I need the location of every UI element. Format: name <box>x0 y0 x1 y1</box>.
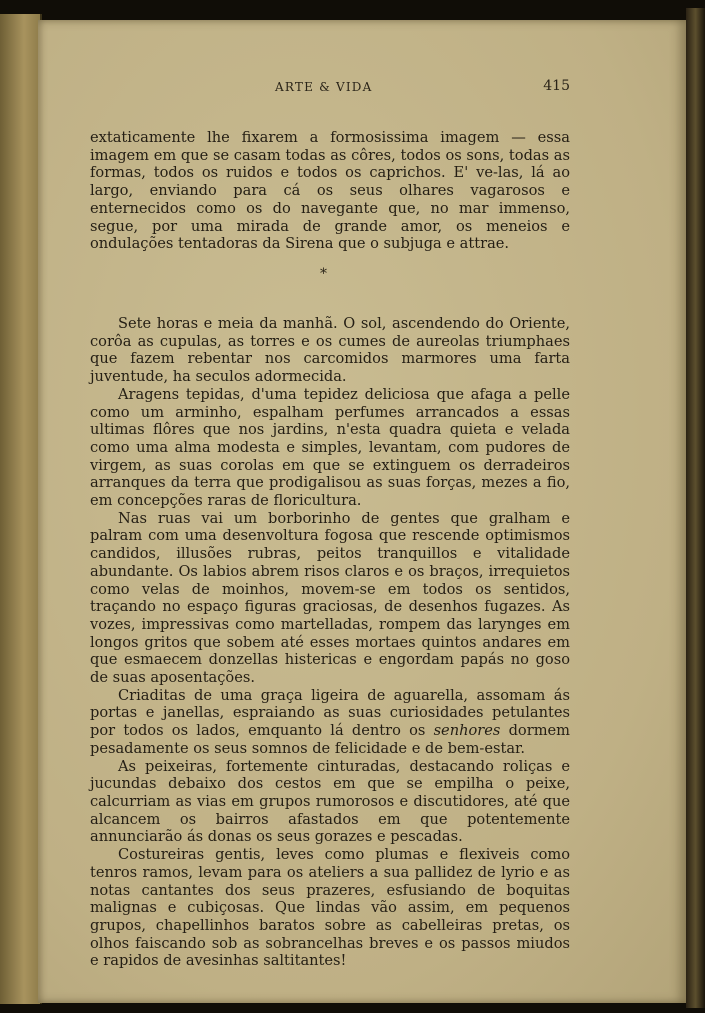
paragraph-4-start: Criaditas de uma graça ligeira de aguarella, assomam ás portas e janellas, espraiando as suas curiosidades petulantes por todos os lados, emquanto lá dentro os <box>90 686 570 740</box>
running-header <box>90 80 570 100</box>
scan-right-edge <box>686 8 705 1008</box>
paragraph-4 <box>90 687 570 758</box>
paragraph-continuation: extaticamente lhe fixarem a formosissima imagem — essa imagem em que se casam todas as côres, todos os sons, todas as formas, todos os ruidos e todos os caprichos. E' ve-las, lá ao largo, enviando para cá os seus olhares vagarosos e enternecidos como os do navegante que, no mar immenso, segue, por uma mirada de grande amor, os meneios e ondulações tentadoras da Sirena que o subjuga e attrae. <box>90 129 570 253</box>
running-title: ARTE & VIDA <box>275 80 373 94</box>
text-block-top <box>90 129 570 253</box>
paragraph-4-emphasis: senhores <box>433 722 501 740</box>
section-separator: * <box>320 266 327 282</box>
page-number: 415 <box>543 78 570 94</box>
text-block-main <box>90 315 570 970</box>
paragraph-4-end: dormem pesadamente os seus somnos de felicidade e de bem-estar. <box>90 722 571 757</box>
paragraph-1: Sete horas e meia da manhã. O sol, ascendendo do Oriente, corôa as cupulas, as torres e os cumes de aureolas triumphaes que fazem rebentar nos carcomidos marmores uma farta juventude, ha seculos adormecida. <box>90 315 570 386</box>
paragraph-6: Costureiras gentis, leves como plumas e flexiveis como tenros ramos, levam para os ateliers a sua pallidez de lyrio e as notas cantantes dos seus prazeres, esfusiando de boquitas malignas e cubiçosas. Que lindas vão assim, em pequenos grupos, chapellinhos baratos sobre as cabelleiras pretas, os olhos faiscando sob as sobrancelhas breves e os passos miudos e rapidos de avesinhas saltitantes! <box>90 846 570 970</box>
book-spine-edge <box>0 14 42 1004</box>
paragraph-2: Aragens tepidas, d'uma tepidez deliciosa que afaga a pelle como um arminho, espalham perfumes arrancados a essas ultimas flôres que nos jardins, n'esta quadra quieta e velada como uma alma modesta e simples, levantam, com pudores de virgem, as suas corolas em que se extinguem os derradeiros arranques da terra que prodigalisou as suas forças, mezes a fio, em concepções raras de floricultura. <box>90 385 570 510</box>
paragraph-3: Nas ruas vai um borborinho de gentes que gralham e palram com uma desenvoltura fogosa que rescende optimismos candidos, illusões rubras, peitos tranquillos e vitalidade abundante. Os labios abrem risos claros e os braços, irrequietos como velas de moinhos, movem-se em todos os sentidos, traçando no espaço figuras graciosas, de desenhos fugazes. As vozes, impressivas como martelladas, rompem das larynges em longos gritos que sobem até esses mortaes quintos andares em que esmaecem donzellas histericas e engordam papás no goso de suas aposentações. <box>90 509 570 687</box>
paragraph-5: As peixeiras, fortemente cinturadas, destacando roliças e jucundas debaixo dos cestos em que se empilha o peixe, calcurriam as vias em grupos rumorosos e discutidores, até que alcancem os bairros afastados em que potentemente annunciarão ás donas os seus gorazes e pescadas. <box>90 757 570 846</box>
